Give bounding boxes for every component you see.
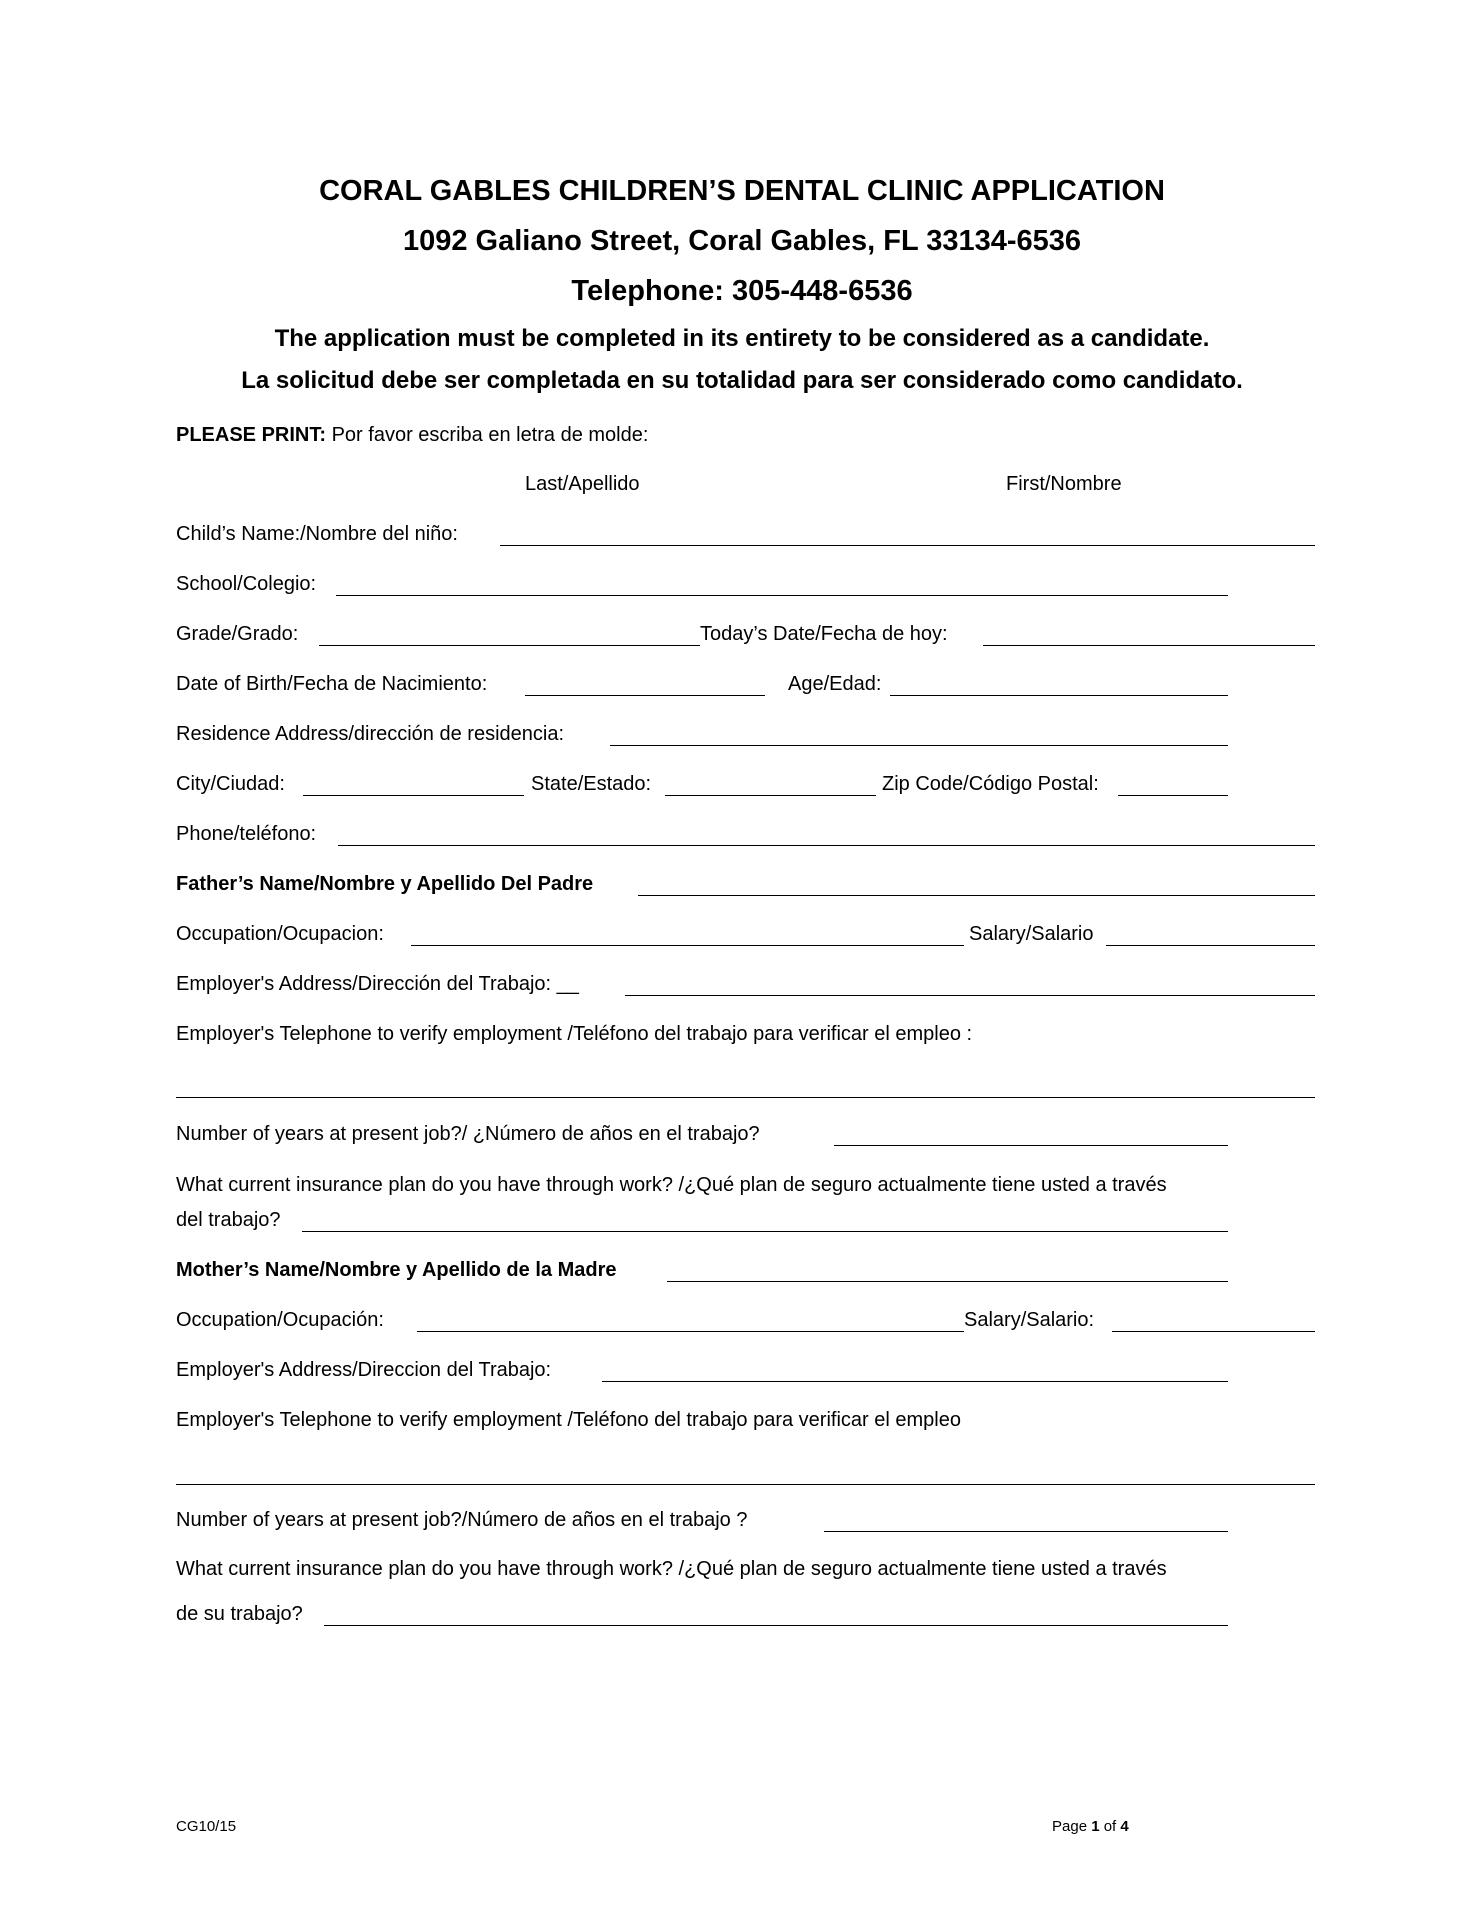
- mother-salary-label: Salary/Salario:: [964, 1309, 1095, 1331]
- please-print-instruction: [0, 423, 1484, 449]
- last-name-column-label: Last/Apellido: [525, 473, 640, 495]
- todays-date-field[interactable]: [983, 645, 1315, 646]
- father-employer-address-field[interactable]: [625, 995, 1315, 996]
- residence-address-row: [0, 722, 1484, 748]
- residence-address-label: Residence Address/dirección de residencia:: [176, 723, 564, 745]
- zip-label: Zip Code/Código Postal:: [882, 773, 1099, 795]
- father-insurance-label-2: del trabajo?: [176, 1209, 281, 1231]
- please-print-label: PLEASE PRINT:: [176, 424, 327, 446]
- mother-insurance-label-2: de su trabajo?: [176, 1603, 303, 1625]
- dob-field[interactable]: [525, 695, 765, 696]
- father-years-row: [0, 1122, 1484, 1148]
- child-name-field[interactable]: [500, 545, 1315, 546]
- residence-address-field[interactable]: [610, 745, 1228, 746]
- page-indicator: [1052, 1818, 1129, 1835]
- mother-employer-phone-label: Employer's Telephone to verify employment /Teléfono del trabajo para verificar el empleo: [176, 1409, 961, 1431]
- notice-spanish: La solicitud debe ser completada en su totalidad para ser considerado como candidato.: [241, 367, 1243, 394]
- page-of: of: [1099, 1818, 1121, 1835]
- mother-years-row: [0, 1508, 1484, 1534]
- father-years-label: Number of years at present job?/ ¿Número de años en el trabajo?: [176, 1123, 760, 1145]
- mother-insurance-row: [0, 1557, 1484, 1583]
- grade-date-row: [0, 622, 1484, 648]
- mother-salary-field[interactable]: [1112, 1331, 1315, 1332]
- name-column-labels: [0, 472, 1484, 498]
- city-field[interactable]: [303, 795, 524, 796]
- mother-occupation-field[interactable]: [417, 1331, 964, 1332]
- father-employer-phone-row: [0, 1022, 1484, 1048]
- grade-field[interactable]: [319, 645, 700, 646]
- father-salary-label: Salary/Salario: [969, 923, 1094, 945]
- father-insurance-field[interactable]: [302, 1231, 1228, 1232]
- form-code: CG10/15: [176, 1818, 237, 1835]
- mother-years-label: Number of years at present job?/Número de años en el trabajo ?: [176, 1509, 748, 1531]
- please-print-text: Por favor escriba en letra de molde:: [326, 424, 649, 446]
- city-state-zip-row: [0, 772, 1484, 798]
- child-name-row: [0, 522, 1484, 548]
- first-name-column-label: First/Nombre: [1006, 473, 1122, 495]
- father-years-field[interactable]: [834, 1145, 1228, 1146]
- dob-label: Date of Birth/Fecha de Nacimiento:: [176, 673, 488, 695]
- mother-insurance-row-2: [0, 1602, 1484, 1628]
- mother-occupation-row: [0, 1308, 1484, 1334]
- mother-employer-address-label: Employer's Address/Direccion del Trabajo:: [176, 1359, 552, 1381]
- child-name-label: Child’s Name:/Nombre del niño:: [176, 523, 458, 545]
- mother-employer-address-row: [0, 1358, 1484, 1384]
- phone-row: [0, 822, 1484, 848]
- mother-insurance-label: What current insurance plan do you have through work? /¿Qué plan de seguro actualmente tiene usted a través: [176, 1558, 1167, 1580]
- dob-age-row: [0, 672, 1484, 698]
- school-row: [0, 572, 1484, 598]
- clinic-telephone: Telephone: 305-448-6536: [571, 275, 913, 307]
- mother-employer-phone-field[interactable]: [176, 1484, 1315, 1485]
- mother-employer-address-field[interactable]: [602, 1381, 1228, 1382]
- father-name-label: Father’s Name/Nombre y Apellido Del Padre: [176, 873, 594, 895]
- grade-label: Grade/Grado:: [176, 623, 299, 645]
- father-employer-phone-label: Employer's Telephone to verify employment /Teléfono del trabajo para verificar el empleo :: [176, 1023, 973, 1045]
- father-name-field[interactable]: [638, 895, 1315, 896]
- father-occupation-label: Occupation/Ocupacion:: [176, 923, 384, 945]
- father-employer-phone-field[interactable]: [176, 1097, 1315, 1098]
- mother-name-row: [0, 1258, 1484, 1284]
- phone-label: Phone/teléfono:: [176, 823, 317, 845]
- father-insurance-row-2: [0, 1208, 1484, 1234]
- father-occupation-field[interactable]: [411, 945, 964, 946]
- page-prefix: Page: [1052, 1818, 1092, 1835]
- father-insurance-label: What current insurance plan do you have through work? /¿Qué plan de seguro actualmente tiene usted a través: [176, 1174, 1167, 1196]
- city-label: City/Ciudad:: [176, 773, 285, 795]
- zip-field[interactable]: [1118, 795, 1228, 796]
- state-field[interactable]: [665, 795, 876, 796]
- father-employer-address-row: [0, 972, 1484, 998]
- mother-employer-phone-row: [0, 1408, 1484, 1434]
- mother-name-label: Mother’s Name/Nombre y Apellido de la Madre: [176, 1259, 617, 1281]
- notice-english: The application must be completed in its entirety to be considered as a candidate.: [274, 325, 1210, 352]
- mother-name-field[interactable]: [667, 1281, 1228, 1282]
- father-insurance-row: [0, 1173, 1484, 1199]
- page-number: 1: [1091, 1818, 1100, 1835]
- school-label: School/Colegio:: [176, 573, 317, 595]
- mother-insurance-field[interactable]: [324, 1625, 1228, 1626]
- age-field[interactable]: [890, 695, 1228, 696]
- state-label: State/Estado:: [531, 773, 652, 795]
- page-total: 4: [1120, 1818, 1129, 1835]
- mother-years-field[interactable]: [824, 1531, 1228, 1532]
- father-employer-address-label: Employer's Address/Dirección del Trabajo: __: [176, 973, 579, 995]
- father-occupation-row: [0, 922, 1484, 948]
- mother-occupation-label: Occupation/Ocupación:: [176, 1309, 384, 1331]
- school-field[interactable]: [336, 595, 1228, 596]
- father-salary-field[interactable]: [1106, 945, 1315, 946]
- phone-field[interactable]: [338, 845, 1315, 846]
- age-label: Age/Edad:: [788, 673, 882, 695]
- todays-date-label: Today’s Date/Fecha de hoy:: [700, 623, 948, 645]
- clinic-address: 1092 Galiano Street, Coral Gables, FL 33134-6536: [402, 225, 1082, 257]
- form-title: CORAL GABLES CHILDREN’S DENTAL CLINIC APPLICATION: [319, 175, 1165, 207]
- father-name-row: [0, 872, 1484, 898]
